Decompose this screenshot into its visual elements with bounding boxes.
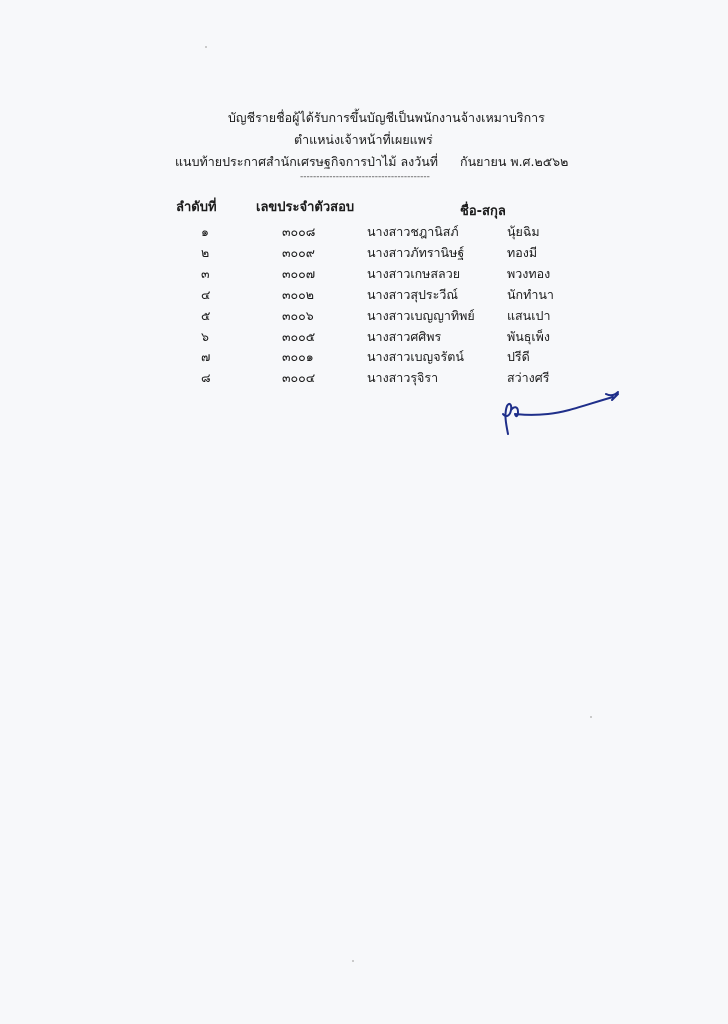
row-number: ๓ (201, 266, 210, 281)
title-line-2: ตำแหน่งเจ้าหน้าที่เผยแพร่ (294, 132, 433, 147)
row-last-name: สว่างศรี (507, 370, 550, 385)
row-last-name: พันธุเพ็ง (507, 329, 551, 344)
divider-line: ---------------------------------------- (300, 172, 430, 182)
announcement-date: กันยายน พ.ศ.๒๕๖๒ (460, 154, 569, 169)
announcement-reference: แนบท้ายประกาศสำนักเศรษฐกิจการป่าไม้ ลงวันที่ (175, 154, 439, 169)
row-first-name: นางสาวรุจิรา (367, 370, 439, 385)
row-number: ๒ (201, 245, 210, 260)
row-first-name: นางสาวเกษสลวย (367, 266, 461, 281)
row-exam-id: ๓๐๐๘ (282, 224, 316, 239)
paper-speck (590, 716, 592, 718)
row-exam-id: ๓๐๐๒ (282, 287, 315, 302)
row-exam-id: ๓๐๐๖ (282, 308, 314, 323)
row-exam-id: ๓๐๐๑ (282, 349, 314, 364)
row-number: ๔ (201, 287, 211, 302)
row-last-name: ทองมี (507, 245, 538, 260)
header-full-name: ชื่อ-สกุล (460, 204, 506, 219)
row-first-name: นางสาวชฎานิสภ์ (367, 224, 459, 239)
title-line-3 (175, 152, 568, 172)
row-first-name: นางสาวเบญญาทิพย์ (367, 308, 475, 323)
row-first-name: นางสาวศศิพร (367, 329, 442, 344)
row-exam-id: ๓๐๐๕ (282, 329, 316, 344)
table-row (0, 285, 728, 307)
row-last-name: นุ้ยฉิม (507, 224, 540, 239)
row-exam-id: ๓๐๐๗ (282, 266, 316, 281)
header-order: ลำดับที่ (176, 200, 217, 215)
row-first-name: นางสาวสุประวีณ์ (367, 287, 458, 302)
row-last-name: นักทำนา (507, 287, 554, 302)
signature-icon (488, 384, 628, 444)
row-number: ๗ (201, 349, 211, 364)
row-last-name: พวงทอง (507, 266, 551, 281)
header-exam-id: เลขประจำตัวสอบ (256, 200, 355, 215)
table-row (0, 327, 728, 349)
row-number: ๕ (201, 308, 211, 323)
row-first-name: นางสาวภัทรานิษฐ์ (367, 245, 465, 260)
row-last-name: แสนเปา (507, 308, 551, 323)
row-number: ๘ (201, 370, 211, 385)
row-first-name: นางสาวเบญจรัตน์ (367, 349, 464, 364)
table-row (0, 347, 728, 369)
table-row (0, 243, 728, 265)
row-number: ๖ (201, 329, 209, 344)
title-line-1: บัญชีรายชื่อผู้ได้รับการขึ้นบัญชีเป็นพนักงานจ้างเหมาบริการ (228, 110, 545, 125)
row-last-name: ปรีดี (507, 349, 530, 364)
table-row (0, 306, 728, 328)
row-exam-id: ๓๐๐๔ (282, 370, 316, 385)
table-row (0, 264, 728, 286)
paper-speck (205, 46, 207, 48)
row-exam-id: ๓๐๐๙ (282, 245, 315, 260)
paper-speck (352, 960, 354, 962)
table-row (0, 222, 728, 244)
row-number: ๑ (201, 224, 209, 239)
